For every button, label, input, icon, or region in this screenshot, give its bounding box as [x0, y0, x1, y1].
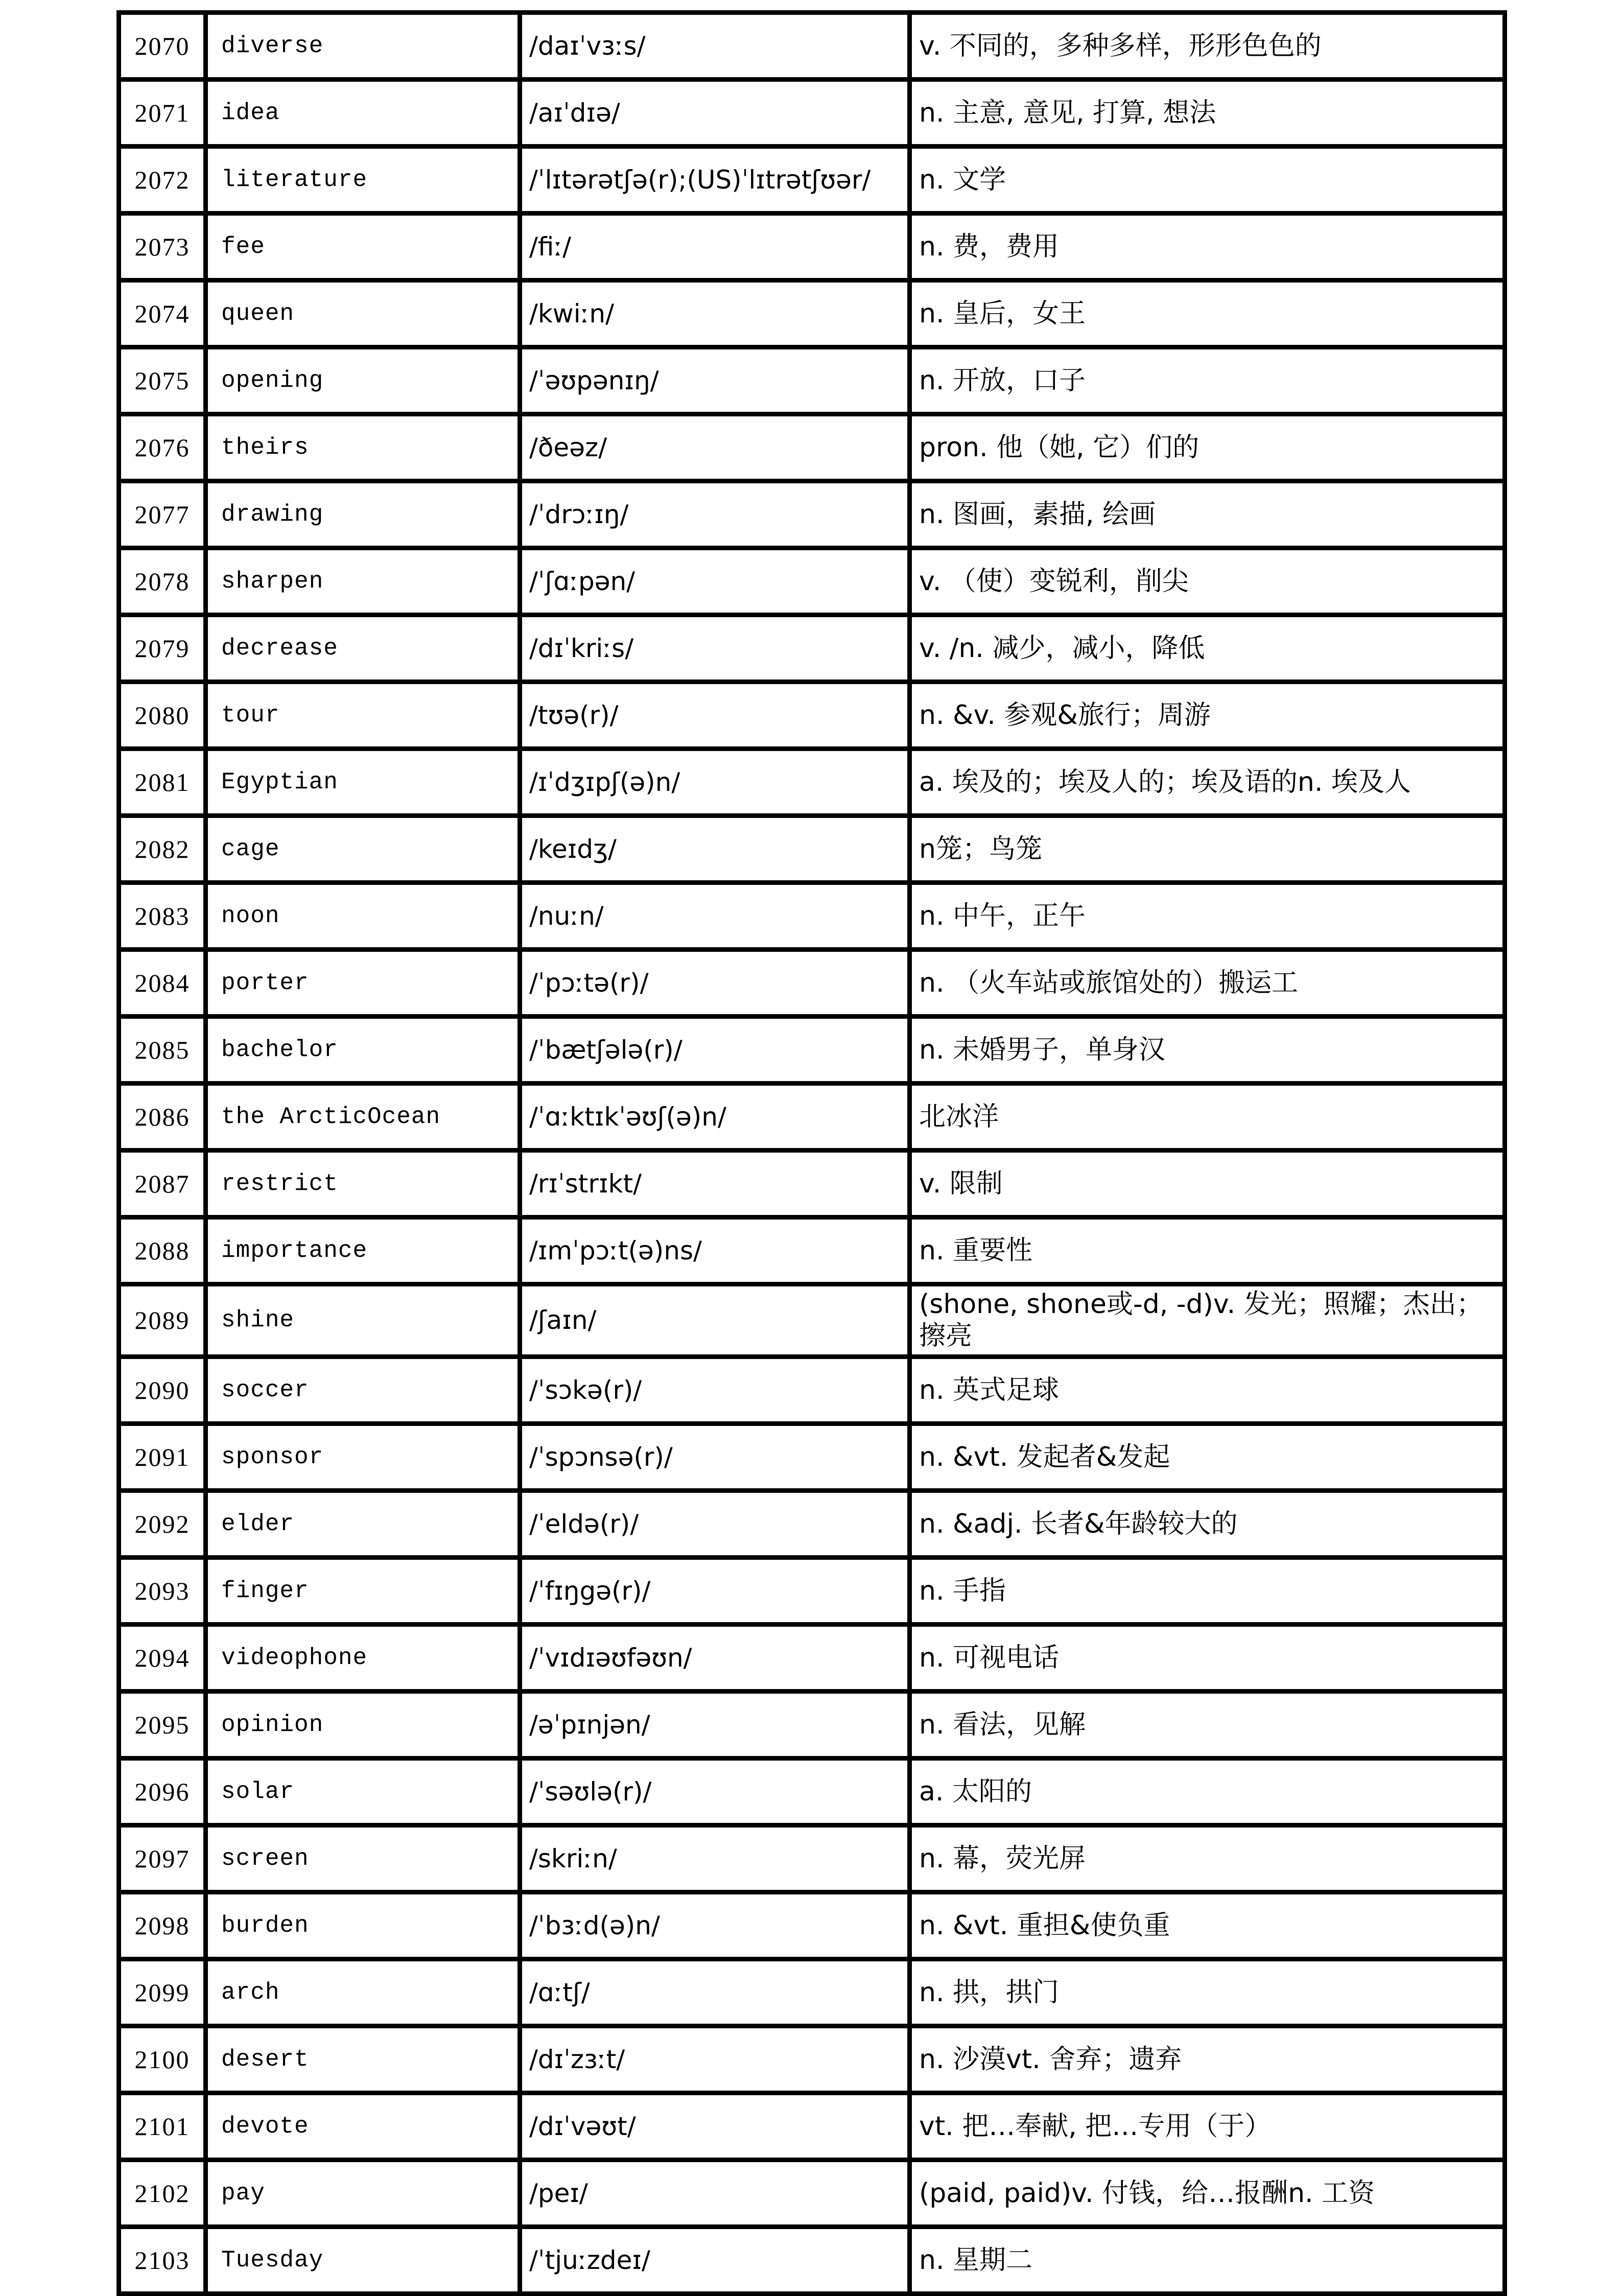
row-number-cell: 2094: [119, 1624, 206, 1691]
row-number-cell: 2097: [119, 1825, 206, 1892]
definition-cell: n. 皇后，女王: [910, 280, 1505, 347]
phonetic-cell: /ˈlɪtərətʃə(r);(US)ˈlɪtrətʃʊər/: [520, 147, 910, 214]
english-word-cell: pay: [206, 2160, 520, 2227]
row-number-cell: 2072: [119, 147, 206, 214]
row-number-cell: 2071: [119, 80, 206, 147]
phonetic-cell: /ˈɑːktɪkˈəʊʃ(ə)n/: [520, 1084, 910, 1151]
definition-cell: n. （火车站或旅馆处的）搬运工: [910, 950, 1505, 1017]
row-number-cell: 2098: [119, 1892, 206, 1959]
table-row: [119, 548, 1505, 615]
english-word-cell: videophone: [206, 1624, 520, 1691]
definition-cell: (shone, shone或-d, -d)v. 发光；照耀；杰出；擦亮: [910, 1284, 1505, 1357]
phonetic-cell: /peɪ/: [520, 2160, 910, 2227]
definition-cell: n. 开放，口子: [910, 347, 1505, 414]
definition-cell: n. 英式足球: [910, 1356, 1505, 1423]
table-row: [119, 1356, 1505, 1423]
definition-cell: n笼；鸟笼: [910, 816, 1505, 883]
table-row: [119, 1959, 1505, 2026]
english-word-cell: fee: [206, 214, 520, 280]
english-word-cell: Egyptian: [206, 749, 520, 816]
phonetic-cell: /aɪˈdɪə/: [520, 80, 910, 147]
row-number-cell: 2088: [119, 1217, 206, 1284]
english-word-cell: queen: [206, 280, 520, 347]
definition-cell: n. &v. 参观&旅行；周游: [910, 682, 1505, 749]
phonetic-cell: /nuːn/: [520, 883, 910, 950]
phonetic-cell: /ˈvɪdɪəʊfəʊn/: [520, 1624, 910, 1691]
row-number-cell: 2095: [119, 1691, 206, 1758]
definition-cell: v. （使）变锐利，削尖: [910, 548, 1505, 615]
english-word-cell: theirs: [206, 414, 520, 481]
table-row: [119, 147, 1505, 214]
phonetic-cell: /skriːn/: [520, 1825, 910, 1892]
phonetic-cell: /dɪˈzɜːt/: [520, 2026, 910, 2093]
english-word-cell: literature: [206, 147, 520, 214]
english-word-cell: shine: [206, 1284, 520, 1357]
english-word-cell: arch: [206, 1959, 520, 2026]
english-word-cell: drawing: [206, 481, 520, 548]
definition-cell: v. 不同的，多种多样，形形色色的: [910, 13, 1505, 80]
table-row: [119, 682, 1505, 749]
table-row: [119, 2227, 1505, 2293]
english-word-cell: porter: [206, 950, 520, 1017]
english-word-cell: devote: [206, 2093, 520, 2160]
english-word-cell: sharpen: [206, 548, 520, 615]
definition-cell: n. 看法，见解: [910, 1691, 1505, 1758]
table-row: [119, 1825, 1505, 1892]
row-number-cell: 2078: [119, 548, 206, 615]
phonetic-cell: /keɪdʒ/: [520, 816, 910, 883]
phonetic-cell: /əˈpɪnjən/: [520, 1691, 910, 1758]
english-word-cell: noon: [206, 883, 520, 950]
phonetic-cell: /ˈsɔkə(r)/: [520, 1356, 910, 1423]
row-number-cell: 2101: [119, 2093, 206, 2160]
row-number-cell: 2073: [119, 214, 206, 280]
phonetic-cell: /ɪmˈpɔːt(ə)ns/: [520, 1217, 910, 1284]
vocabulary-table: [116, 10, 1507, 2296]
definition-cell: n. 沙漠vt. 舍弃；遗弃: [910, 2026, 1505, 2093]
table-row: [119, 1691, 1505, 1758]
english-word-cell: finger: [206, 1557, 520, 1624]
phonetic-cell: /ˈəʊpənɪŋ/: [520, 347, 910, 414]
row-number-cell: 2090: [119, 1356, 206, 1423]
english-word-cell: diverse: [206, 13, 520, 80]
definition-cell: vt. 把…奉献, 把…专用（于）: [910, 2093, 1505, 2160]
english-word-cell: restrict: [206, 1151, 520, 1217]
row-number-cell: 2079: [119, 615, 206, 682]
vocabulary-table-body: [119, 13, 1505, 2294]
english-word-cell: desert: [206, 2026, 520, 2093]
row-number-cell: 2093: [119, 1557, 206, 1624]
table-row: [119, 2160, 1505, 2227]
english-word-cell: screen: [206, 1825, 520, 1892]
phonetic-cell: /ˈspɔnsə(r)/: [520, 1423, 910, 1490]
table-row: [119, 80, 1505, 147]
table-row: [119, 1892, 1505, 1959]
definition-cell: n. 文学: [910, 147, 1505, 214]
definition-cell: (paid, paid)v. 付钱，给…报酬n. 工资: [910, 2160, 1505, 2227]
english-word-cell: opinion: [206, 1691, 520, 1758]
table-row: [119, 1490, 1505, 1557]
phonetic-cell: /ˈbɜːd(ə)n/: [520, 1892, 910, 1959]
phonetic-cell: /ˈʃɑːpən/: [520, 548, 910, 615]
definition-cell: n. 费，费用: [910, 214, 1505, 280]
english-word-cell: opening: [206, 347, 520, 414]
row-number-cell: 2070: [119, 13, 206, 80]
definition-cell: n. 未婚男子，单身汉: [910, 1017, 1505, 1084]
row-number-cell: 2086: [119, 1084, 206, 1151]
phonetic-cell: /ˈtjuːzdeɪ/: [520, 2227, 910, 2293]
english-word-cell: cage: [206, 816, 520, 883]
phonetic-cell: /ɑːtʃ/: [520, 1959, 910, 2026]
row-number-cell: 2099: [119, 1959, 206, 2026]
table-row: [119, 414, 1505, 481]
row-number-cell: 2084: [119, 950, 206, 1017]
definition-cell: n. &adj. 长者&年龄较大的: [910, 1490, 1505, 1557]
table-row: [119, 749, 1505, 816]
table-row: [119, 214, 1505, 280]
phonetic-cell: /ɪˈdʒɪpʃ(ə)n/: [520, 749, 910, 816]
row-number-cell: 2077: [119, 481, 206, 548]
phonetic-cell: /dɪˈvəʊt/: [520, 2093, 910, 2160]
table-row: [119, 1084, 1505, 1151]
row-number-cell: 2092: [119, 1490, 206, 1557]
table-row: [119, 615, 1505, 682]
english-word-cell: tour: [206, 682, 520, 749]
definition-cell: a. 太阳的: [910, 1758, 1505, 1825]
table-row: [119, 2093, 1505, 2160]
phonetic-cell: /rɪˈstrɪkt/: [520, 1151, 910, 1217]
phonetic-cell: /ðeəz/: [520, 414, 910, 481]
phonetic-cell: /dɪˈkriːs/: [520, 615, 910, 682]
definition-cell: n. 拱，拱门: [910, 1959, 1505, 2026]
row-number-cell: 2091: [119, 1423, 206, 1490]
definition-cell: pron. 他（她, 它）们的: [910, 414, 1505, 481]
table-row: [119, 13, 1505, 80]
english-word-cell: bachelor: [206, 1017, 520, 1084]
english-word-cell: burden: [206, 1892, 520, 1959]
row-number-cell: 2081: [119, 749, 206, 816]
row-number-cell: 2103: [119, 2227, 206, 2293]
definition-cell: n. 手指: [910, 1557, 1505, 1624]
definition-cell: n. 幕，荧光屏: [910, 1825, 1505, 1892]
table-row: [119, 347, 1505, 414]
row-number-cell: 2085: [119, 1017, 206, 1084]
english-word-cell: idea: [206, 80, 520, 147]
english-word-cell: solar: [206, 1758, 520, 1825]
phonetic-cell: /ˈfɪŋgə(r)/: [520, 1557, 910, 1624]
definition-cell: 北冰洋: [910, 1084, 1505, 1151]
definition-cell: n. 可视电话: [910, 1624, 1505, 1691]
english-word-cell: elder: [206, 1490, 520, 1557]
english-word-cell: sponsor: [206, 1423, 520, 1490]
definition-cell: v. /n. 减少，减小，降低: [910, 615, 1505, 682]
phonetic-cell: /daɪˈvɜːs/: [520, 13, 910, 80]
phonetic-cell: /ˈpɔːtə(r)/: [520, 950, 910, 1017]
english-word-cell: decrease: [206, 615, 520, 682]
definition-cell: n. 重要性: [910, 1217, 1505, 1284]
row-number-cell: 2075: [119, 347, 206, 414]
table-row: [119, 950, 1505, 1017]
table-row: [119, 1423, 1505, 1490]
definition-cell: n. 主意, 意见, 打算, 想法: [910, 80, 1505, 147]
row-number-cell: 2074: [119, 280, 206, 347]
english-word-cell: Tuesday: [206, 2227, 520, 2293]
phonetic-cell: /ˈbætʃələ(r)/: [520, 1017, 910, 1084]
row-number-cell: 2076: [119, 414, 206, 481]
definition-cell: n. &vt. 发起者&发起: [910, 1423, 1505, 1490]
row-number-cell: 2082: [119, 816, 206, 883]
definition-cell: n. &vt. 重担&使负重: [910, 1892, 1505, 1959]
table-row: [119, 481, 1505, 548]
row-number-cell: 2089: [119, 1284, 206, 1357]
phonetic-cell: /ˈeldə(r)/: [520, 1490, 910, 1557]
definition-cell: a. 埃及的；埃及人的；埃及语的n. 埃及人: [910, 749, 1505, 816]
table-row: [119, 1151, 1505, 1217]
table-row: [119, 816, 1505, 883]
table-row: [119, 883, 1505, 950]
table-row: [119, 1758, 1505, 1825]
table-row: [119, 1557, 1505, 1624]
definition-cell: v. 限制: [910, 1151, 1505, 1217]
phonetic-cell: /tʊə(r)/: [520, 682, 910, 749]
english-word-cell: the ArcticOcean: [206, 1084, 520, 1151]
english-word-cell: importance: [206, 1217, 520, 1284]
row-number-cell: 2080: [119, 682, 206, 749]
table-row: [119, 1017, 1505, 1084]
english-word-cell: soccer: [206, 1356, 520, 1423]
table-row: [119, 1284, 1505, 1357]
definition-cell: n. 星期二: [910, 2227, 1505, 2293]
table-row: [119, 1217, 1505, 1284]
phonetic-cell: /ˈsəʊlə(r)/: [520, 1758, 910, 1825]
row-number-cell: 2100: [119, 2026, 206, 2093]
phonetic-cell: /ˈdrɔːɪŋ/: [520, 481, 910, 548]
table-row: [119, 1624, 1505, 1691]
table-row: [119, 2026, 1505, 2093]
definition-cell: n. 图画，素描, 绘画: [910, 481, 1505, 548]
definition-cell: n. 中午，正午: [910, 883, 1505, 950]
phonetic-cell: /kwiːn/: [520, 280, 910, 347]
row-number-cell: 2102: [119, 2160, 206, 2227]
phonetic-cell: /ʃaɪn/: [520, 1284, 910, 1357]
row-number-cell: 2083: [119, 883, 206, 950]
phonetic-cell: /fiː/: [520, 214, 910, 280]
table-row: [119, 280, 1505, 347]
row-number-cell: 2096: [119, 1758, 206, 1825]
row-number-cell: 2087: [119, 1151, 206, 1217]
